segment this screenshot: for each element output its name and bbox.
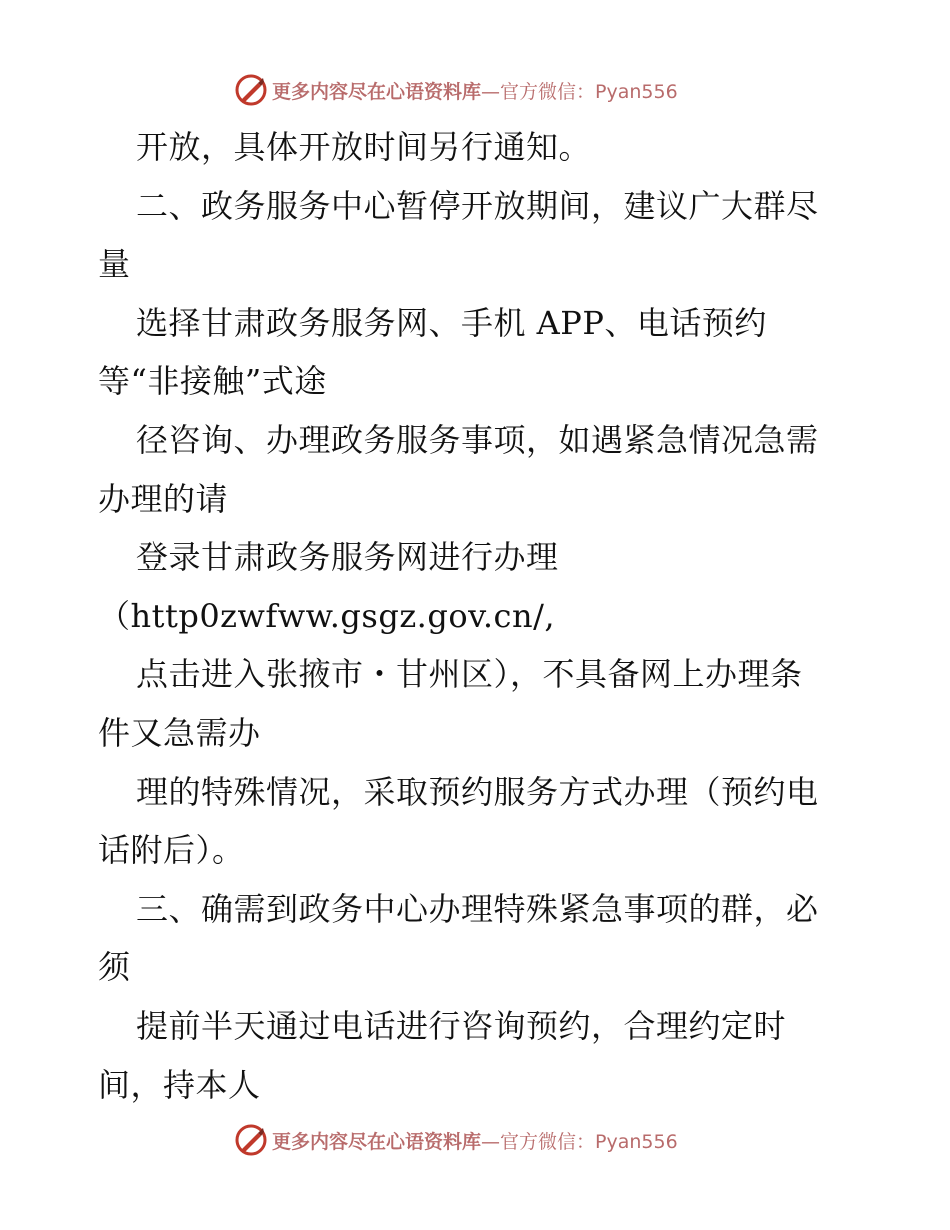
text-line: 话附后）。 (98, 831, 245, 870)
quill-logo-icon (234, 1123, 268, 1157)
quill-logo-icon (234, 73, 268, 107)
header-watermark (234, 72, 734, 108)
text-line: 等“非接触”式途 (98, 362, 327, 401)
text-line: 量 (98, 245, 131, 284)
text-line: 间，持本人 (98, 1065, 261, 1104)
watermark-official: —官方微信：Pyan556 (481, 80, 678, 103)
text-line: 点击进入张掖市・甘州区），不具备网上办理条 (136, 655, 803, 694)
text-line: 办理的请 (98, 479, 229, 518)
text-line: 径咨询、办理政务服务事项，如遇紧急情况急需 (136, 420, 819, 459)
text-line: 须 (98, 948, 131, 987)
watermark-brand: 更多内容尽在心语资料库 (272, 80, 482, 103)
text-line: 理的特殊情况，采取预约服务方式办理（预约电 (136, 772, 819, 811)
document-body (98, 118, 858, 1114)
text-line: 二、政务服务中心暂停开放期间，建议广大群尽 (136, 186, 819, 225)
text-line: 登录甘肃政务服务网进行办理 (136, 538, 559, 577)
watermark-official: —官方微信：Pyan556 (481, 1130, 678, 1153)
text-line: 提前半天通过电话进行咨询预约，合理约定时 (136, 1006, 787, 1045)
text-line: （http0zwfww.gsgz.gov.cn/, (98, 596, 556, 635)
text-line: 选择甘肃政务服务网、手机 APP、电话预约 (136, 303, 767, 342)
text-line: 三、确需到政务中心办理特殊紧急事项的群，必 (136, 889, 819, 928)
footer-watermark (234, 1122, 734, 1158)
text-line: 件又急需办 (98, 713, 261, 752)
watermark-brand: 更多内容尽在心语资料库 (272, 1130, 482, 1153)
text-line: 开放，具体开放时间另行通知。 (136, 128, 592, 166)
